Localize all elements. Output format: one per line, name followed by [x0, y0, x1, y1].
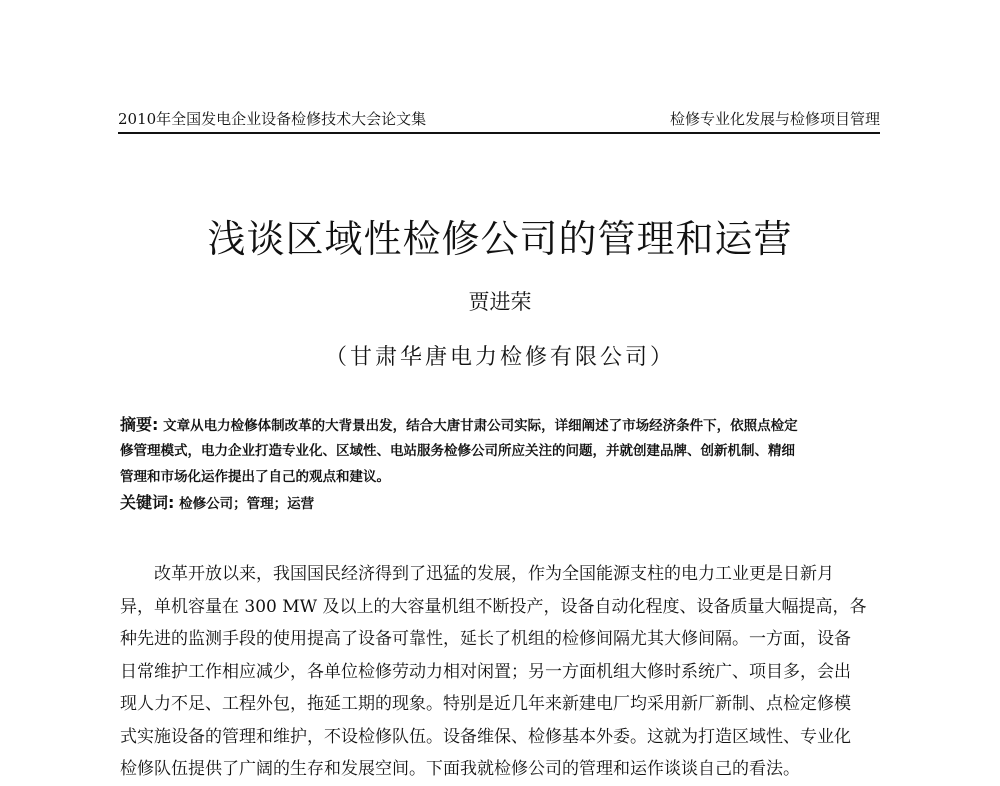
body-line: 异，单机容量在 300 MW 及以上的大容量机组不断投产，设备自动化程度、设备质量大幅提高，各 — [120, 596, 867, 617]
body-line: 式实施设备的管理和维护，不设检修队伍。设备维保、检修基本外委。这就为打造区域性、专业化 — [120, 726, 851, 747]
author-affiliation: （甘肃华唐电力检修有限公司） — [324, 345, 675, 370]
body-line: 现人力不足、工程外包，拖延工期的现象。特别是近几年来新建电厂均采用新厂新制、点检定修模 — [120, 694, 851, 714]
body-paragraph — [120, 558, 885, 786]
keywords — [120, 490, 314, 513]
paper-title: 浅谈区域性检修公司的管理和运营 — [207, 217, 793, 261]
abstract-text: 文章从电力检修体制改革的大背景出发，结合大唐甘肃公司实际，详细阐述了市场经济条件下，依照点检定 — [163, 418, 798, 434]
running-header — [118, 106, 880, 134]
abstract — [120, 412, 885, 490]
abstract-line: 管理和市场化运作提出了自己的观点和建议。 — [120, 469, 390, 485]
header-proceedings-title: 2010年全国发电企业设备检修技术大会论文集 — [118, 110, 427, 128]
keywords-text: 检修公司；管理；运营 — [179, 496, 315, 512]
abstract-line: 修管理模式，电力企业打造专业化、区域性、电站服务检修公司所应关注的问题，并就创建品牌、创新机制、精细 — [120, 443, 795, 459]
body-line: 改革开放以来，我国国民经济得到了迅猛的发展，作为全国能源支柱的电力工业更是日新月 — [154, 564, 834, 584]
abstract-line — [120, 412, 885, 438]
body-line: 种先进的监测手段的使用提高了设备可靠性，延长了机组的检修间隔尤其大修间隔。一方面，设备 — [120, 629, 851, 649]
body-line: 检修队伍提供了广阔的生存和发展空间。下面我就检修公司的管理和运作谈谈自己的看法。 — [120, 759, 800, 779]
header-section-title: 检修专业化发展与检修项目管理 — [669, 110, 880, 128]
keywords-label: 关键词: — [120, 493, 175, 512]
abstract-label: 摘要: — [120, 415, 159, 434]
paper-author: 贾进荣 — [468, 290, 532, 314]
body-line: 日常维护工作相应减少，各单位检修劳动力相对闲置；另一方面机组大修时系统广、项目多，会出 — [120, 661, 851, 682]
